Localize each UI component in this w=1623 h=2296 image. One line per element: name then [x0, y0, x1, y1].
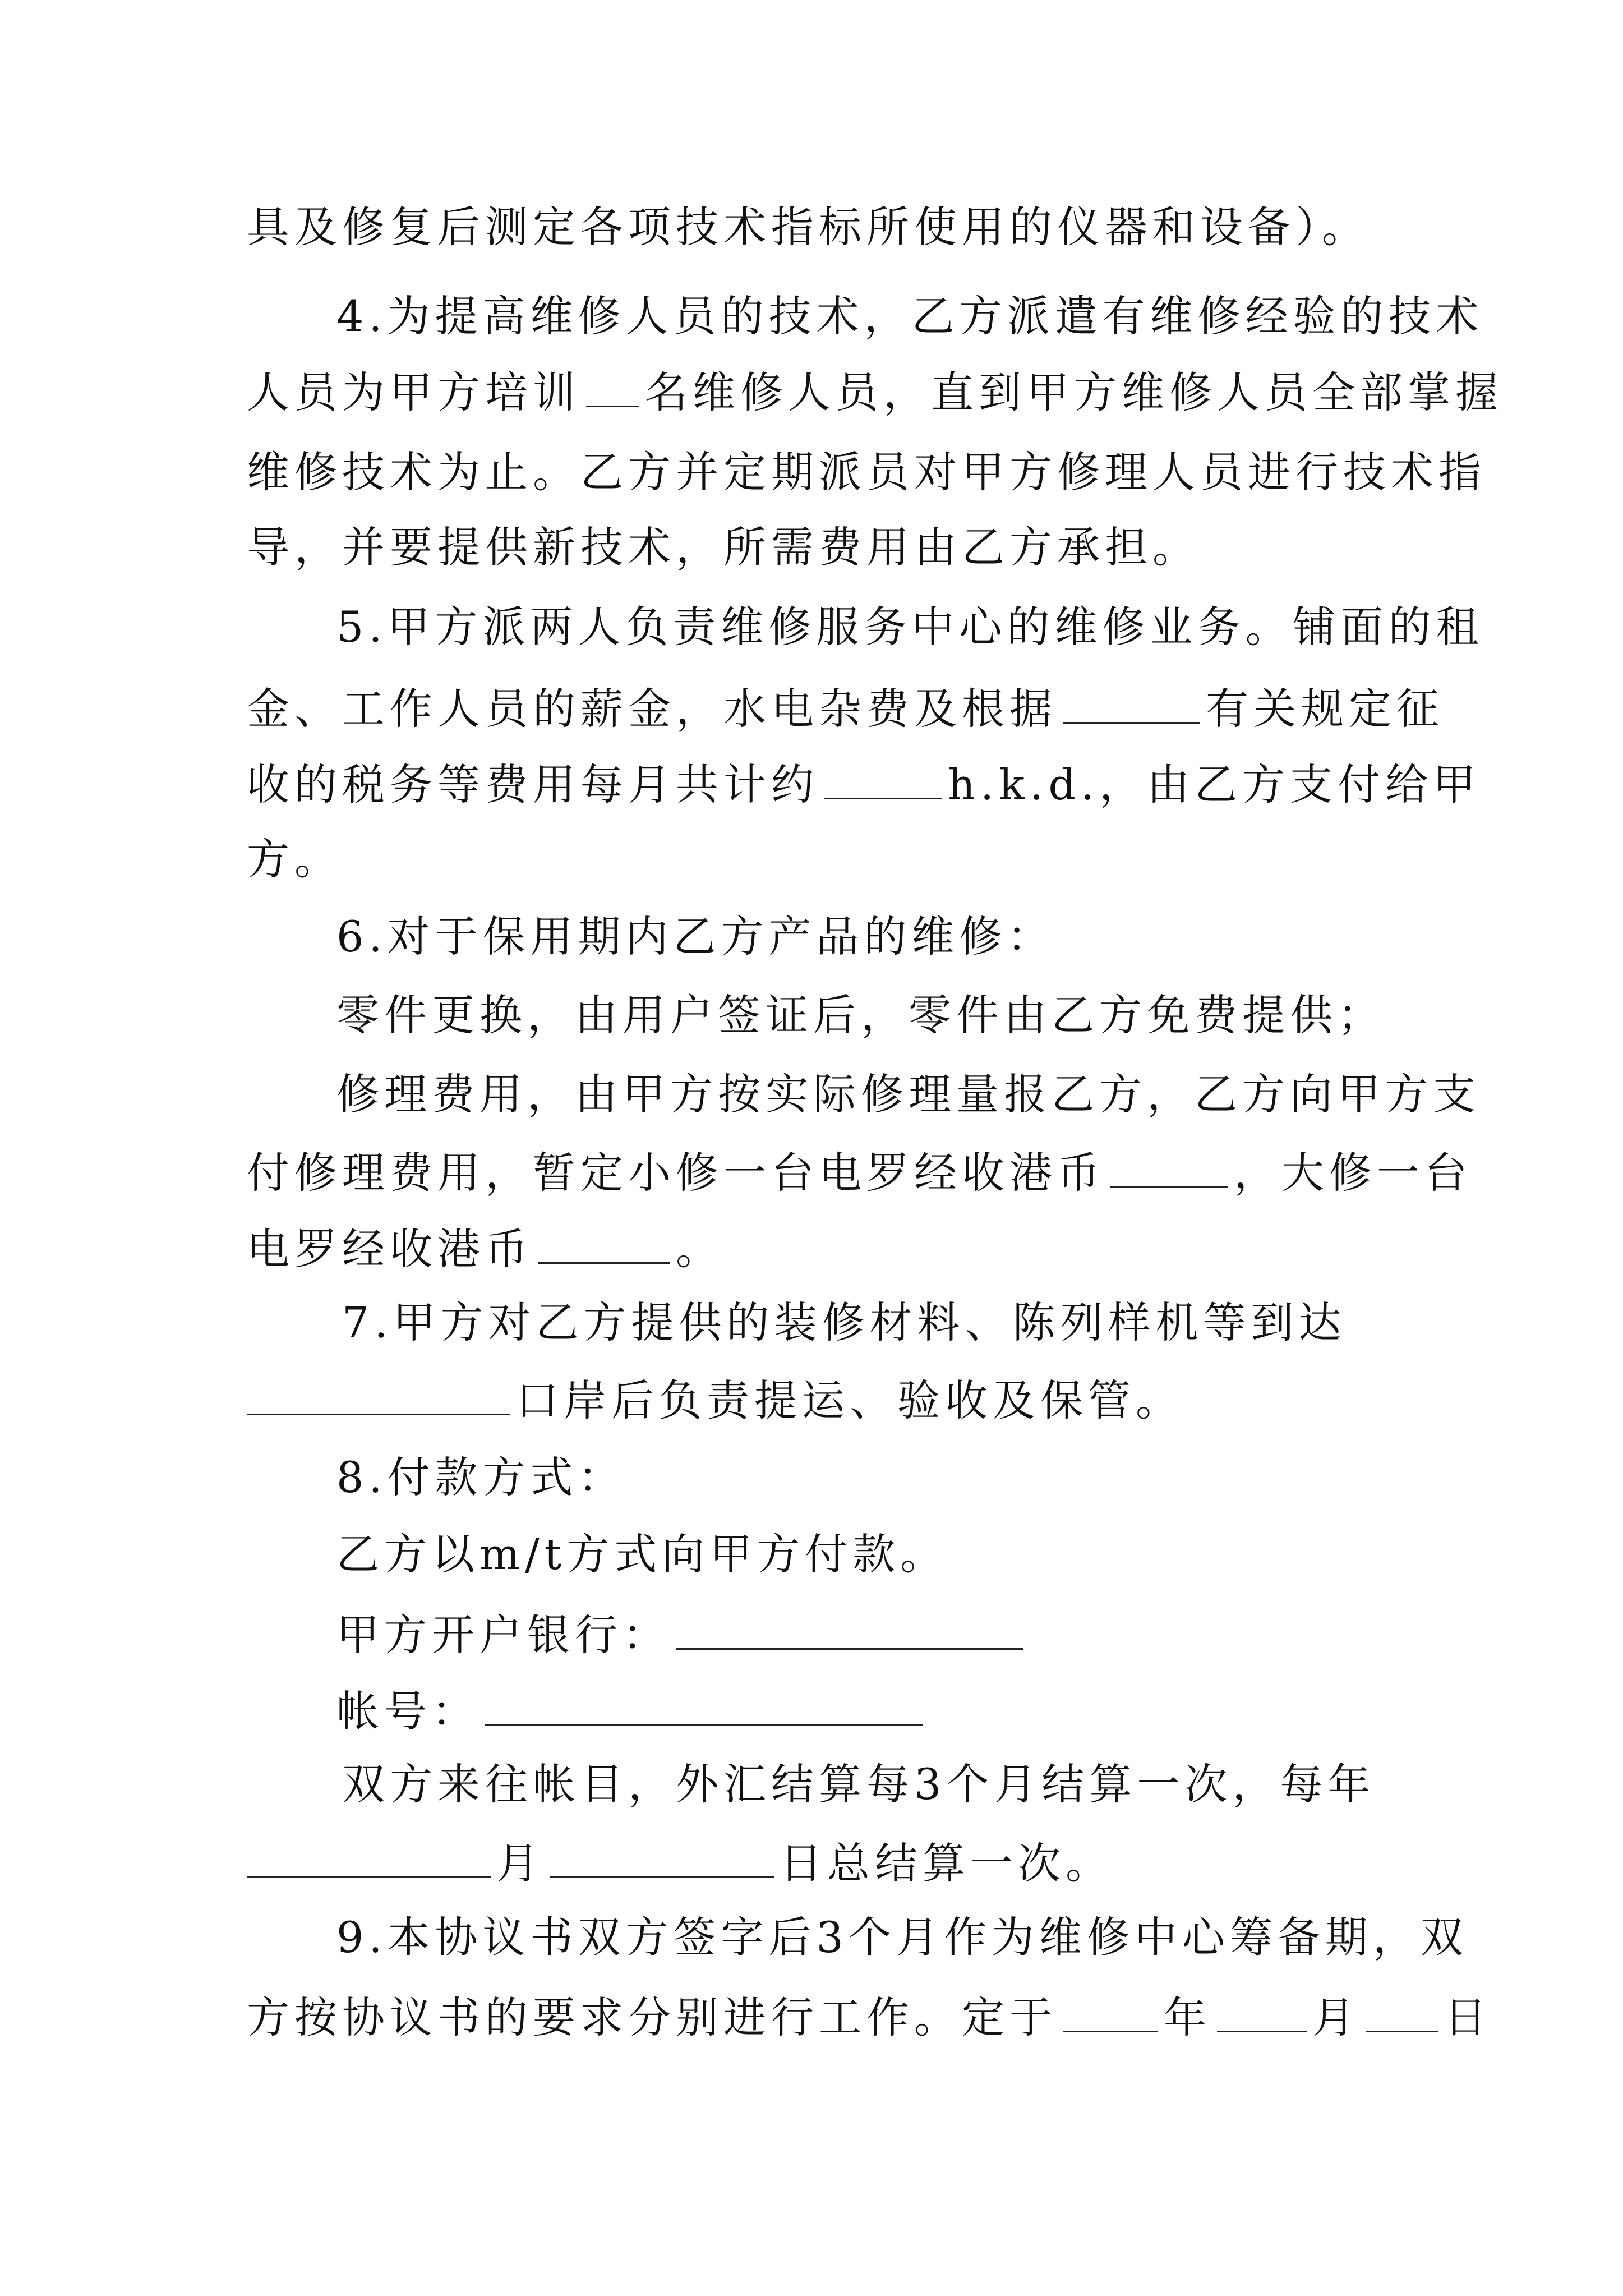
bank-label: 甲方开户银行：: [336, 1610, 670, 1660]
text-line: [336, 1604, 1391, 1663]
line-text: 金、工作人员的薪金，水电杂费及根据: [247, 684, 1057, 734]
line-text: 。: [676, 1224, 723, 1274]
line-text: 人员为甲方培训: [247, 367, 580, 417]
text-line: [336, 1526, 1391, 1582]
monthly-fee-blank[interactable]: [824, 754, 942, 799]
paragraph-8-start: [336, 1450, 1391, 1506]
line-text: 有关规定征: [1206, 684, 1444, 734]
minor-repair-fee-blank[interactable]: [1110, 1142, 1228, 1188]
line-text: 方。: [247, 834, 342, 884]
month-label: 月: [1312, 1993, 1360, 2042]
month-label: 月: [496, 1838, 544, 1888]
text-line: [247, 519, 1391, 576]
line-text: 7.甲方对乙方提供的装修材料、陈列样机等到达: [342, 1297, 1347, 1347]
settlement-day-blank[interactable]: [550, 1833, 774, 1878]
line-text: h.k.d.，由乙方支付给甲: [948, 760, 1481, 809]
account-number-field[interactable]: [485, 1681, 923, 1726]
line-text: 维修技术为止。乙方并定期派员对甲方修理人员进行技术指: [247, 447, 1486, 497]
paragraph-4-start: [336, 288, 1484, 344]
line-text: 口岸后负责提运、验收及保管。: [516, 1375, 1183, 1425]
line-text: 8.付款方式：: [336, 1452, 626, 1502]
major-repair-fee-blank[interactable]: [538, 1218, 670, 1264]
paragraph-9-start: [336, 1910, 1468, 1966]
line-text: 名维修人员，直到甲方维修人员全部掌握: [645, 367, 1503, 417]
line-text: 日总结算一次。: [780, 1838, 1113, 1888]
text-line: [247, 754, 1481, 813]
paragraph-6-start: [336, 909, 1391, 965]
text-line: [336, 1681, 1391, 1740]
line-text: 4.为提高维修人员的技术，乙方派遣有维修经验的技术: [336, 291, 1484, 341]
text-line: [247, 831, 1391, 887]
regulation-blank[interactable]: [1063, 678, 1200, 724]
text-line: [247, 362, 1503, 421]
line-text: ，大修一台: [1234, 1148, 1472, 1198]
line-text: 收的税务等费用每月共计约: [247, 760, 819, 809]
bank-name-field[interactable]: [676, 1604, 1023, 1650]
text-line: [247, 1142, 1472, 1201]
paragraph-7-start: [342, 1295, 1391, 1351]
line-text: 双方来往帐目，外汇结算每3个月结算一次，每年: [342, 1759, 1376, 1809]
text-line: [247, 1370, 1391, 1429]
port-blank[interactable]: [247, 1370, 510, 1415]
text-line: [247, 1218, 1391, 1277]
text-line: [247, 444, 1486, 500]
line-text: 导，并要提供新技术，所需费用由乙方承担。: [247, 522, 1200, 572]
trainee-count-blank[interactable]: [586, 362, 639, 407]
account-label: 帐号：: [336, 1686, 479, 1736]
text-line: [247, 199, 1391, 255]
line-text: 9.本协议书双方签字后3个月作为维修中心筹备期，双: [336, 1912, 1468, 1962]
text-line: [247, 678, 1444, 737]
text-line: [247, 1987, 1492, 2046]
line-text: 乙方以m/t方式向甲方付款。: [336, 1529, 948, 1579]
text-line: [342, 1756, 1391, 1812]
paragraph-5-start: [336, 599, 1484, 655]
start-year-blank[interactable]: [1063, 1987, 1158, 2032]
settlement-month-blank[interactable]: [247, 1833, 491, 1878]
line-text: 修理费用，由甲方按实际修理量报乙方，乙方向甲方支: [336, 1069, 1481, 1119]
line-text: 6.对于保用期内乙方产品的维修：: [336, 912, 1055, 961]
day-label: 日: [1444, 1993, 1492, 2042]
line-text: 具及修复后测定各项技术指标所使用的仪器和设备）。: [247, 202, 1370, 252]
year-label: 年: [1164, 1993, 1211, 2042]
line-text: 电罗经收港币: [247, 1224, 533, 1274]
line-text: 零件更换，由用户签证后，零件由乙方免费提供；: [336, 990, 1385, 1040]
start-month-blank[interactable]: [1217, 1987, 1307, 2032]
text-line: [336, 987, 1391, 1043]
line-text: 5.甲方派两人负责维修服务中心的维修业务。铺面的租: [336, 602, 1484, 652]
text-line: [247, 1833, 1391, 1892]
start-day-blank[interactable]: [1366, 1987, 1438, 2032]
line-text: 方按协议书的要求分别进行工作。定于: [247, 1993, 1057, 2042]
text-line: [336, 1066, 1481, 1122]
line-text: 付修理费用，暂定小修一台电罗经收港币: [247, 1148, 1105, 1198]
